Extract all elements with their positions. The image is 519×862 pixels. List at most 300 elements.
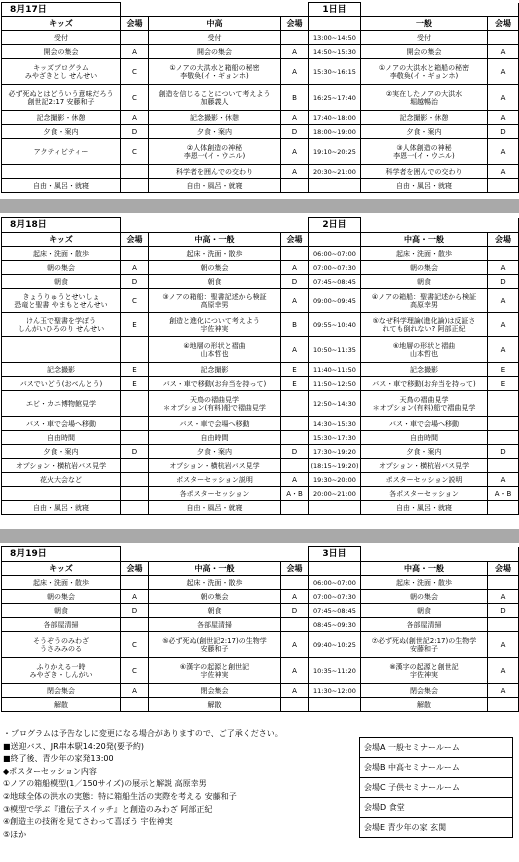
column-header (309, 233, 361, 247)
kids-cell: アクティビティー (2, 139, 121, 165)
time-cell: 09:00~09:45 (309, 289, 361, 313)
venue-item: 会場A 一般セミナールーム (360, 738, 513, 758)
general-venue-cell (488, 459, 519, 473)
kids-cell: けん玉で聖書を学ぼう しんがいひろのり せんせい (2, 313, 121, 337)
kids-venue-cell: C (121, 658, 149, 684)
middle-cell: ③ノアの箱船：聖書記述から検証 高原幸男 (149, 289, 281, 313)
table-row (2, 576, 519, 590)
note-line: ②地球全体の洪水の実態：特に箱船生活の実際を考える 安藤和子 (3, 791, 237, 801)
time-cell: (18:15~19:20) (309, 459, 361, 473)
table-row (2, 377, 519, 391)
time-cell (309, 698, 361, 712)
general-cell: 受付 (361, 31, 488, 45)
table-row (2, 59, 519, 85)
column-header: 一般 (361, 17, 488, 31)
middle-cell: 朝食 (149, 275, 281, 289)
table-row (2, 391, 519, 417)
general-venue-cell: A (488, 632, 519, 658)
table-row (2, 431, 519, 445)
general-cell: 各ポスターセッション (361, 487, 488, 501)
kids-cell: 起床・洗面・散歩 (2, 247, 121, 261)
general-venue-cell (488, 431, 519, 445)
general-venue-cell: A (488, 261, 519, 275)
general-cell: 自由・風呂・就寝 (361, 179, 488, 193)
middle-cell: ②人体創造の神秘 李恩一(イ・ウニル) (149, 139, 281, 165)
time-cell: 20:00~21:00 (309, 487, 361, 501)
column-header: 中高・一般 (361, 562, 488, 576)
kids-venue-cell: E (121, 313, 149, 337)
middle-venue-cell: A (281, 337, 309, 363)
column-header: 会場 (121, 233, 149, 247)
general-cell: オプション・横杭岩バス見学 (361, 459, 488, 473)
general-cell: 記念撮影・休憩 (361, 111, 488, 125)
general-cell: ⑥地層の形状と褶曲 山本哲也 (361, 337, 488, 363)
middle-venue-cell (281, 417, 309, 431)
time-cell: 13:00~14:50 (309, 31, 361, 45)
note-line: ③模型で学ぶ『遺伝子スイッチ』と創造のみわざ 阿部正紀 (3, 804, 213, 814)
kids-cell: 夕食・案内 (2, 125, 121, 139)
kids-venue-cell (121, 473, 149, 487)
venue-legend (359, 737, 513, 838)
middle-venue-cell: A (281, 658, 309, 684)
note-line: ■終了後、青少年の家発13:00 (3, 754, 114, 764)
kids-venue-cell (121, 391, 149, 417)
column-header: 中高・一般 (149, 562, 281, 576)
kids-cell (2, 337, 121, 363)
general-cell: 記念撮影 (361, 363, 488, 377)
table-row (2, 445, 519, 459)
table-row (2, 698, 519, 712)
kids-cell (2, 487, 121, 501)
table-row (2, 473, 519, 487)
middle-venue-cell: A (281, 139, 309, 165)
kids-venue-cell: C (121, 85, 149, 111)
general-cell: 自由時間 (361, 431, 488, 445)
middle-venue-cell: A (281, 165, 309, 179)
table-row (2, 125, 519, 139)
general-venue-cell (488, 391, 519, 417)
time-cell (309, 179, 361, 193)
general-cell: 天鳥の褶曲見学 ＊オプション(有料)船で褶曲見学 (361, 391, 488, 417)
general-cell: ②実在したノアの大洪水 堀越暢治 (361, 85, 488, 111)
kids-venue-cell (121, 459, 149, 473)
table-row (2, 632, 519, 658)
day1-day-label: 1日目 (309, 3, 361, 17)
kids-cell: 自由時間 (2, 431, 121, 445)
middle-cell: 各部屋清掃 (149, 618, 281, 632)
table-row (2, 337, 519, 363)
kids-venue-cell (121, 431, 149, 445)
column-header (309, 17, 361, 31)
general-venue-cell (488, 31, 519, 45)
middle-cell: 科学者を囲んでの交わり (149, 165, 281, 179)
header-row (2, 562, 519, 576)
table-row (2, 247, 519, 261)
column-header: 会場 (281, 17, 309, 31)
general-venue-cell: A (488, 684, 519, 698)
kids-venue-cell: A (121, 590, 149, 604)
table-row (2, 165, 519, 179)
middle-cell: 朝の集会 (149, 261, 281, 275)
middle-venue-cell: E (281, 363, 309, 377)
kids-cell: エビ・カニ博物館見学 (2, 391, 121, 417)
column-header: 会場 (488, 562, 519, 576)
kids-cell: ふりかえる一時 みやざき・しんがい (2, 658, 121, 684)
general-cell: ⑧漢字の起源と創世記 宇佐神実 (361, 658, 488, 684)
kids-venue-cell: A (121, 111, 149, 125)
day3-day-label: 3日目 (309, 547, 361, 562)
note-line: ④創造主の技術を見てさわって喜ぼう 宇佐神実 (3, 817, 173, 827)
kids-venue-cell (121, 618, 149, 632)
kids-cell: 花火大会など (2, 473, 121, 487)
general-cell: 解散 (361, 698, 488, 712)
time-cell: 07:00~07:30 (309, 590, 361, 604)
middle-venue-cell: A (281, 59, 309, 85)
time-cell: 07:00~07:30 (309, 261, 361, 275)
kids-venue-cell (121, 337, 149, 363)
kids-cell: 受付 (2, 31, 121, 45)
column-header (309, 562, 361, 576)
section-divider (0, 199, 519, 213)
kids-venue-cell (121, 247, 149, 261)
day2-schedule-table (1, 217, 519, 515)
middle-venue-cell: D (281, 604, 309, 618)
table-row (2, 139, 519, 165)
middle-venue-cell: A (281, 261, 309, 275)
kids-cell: そうぞうのみわざ うさみみのる (2, 632, 121, 658)
general-cell: バス・車で会場へ移動 (361, 417, 488, 431)
general-cell: ④ノアの箱船：聖書記述から検証 高原幸男 (361, 289, 488, 313)
general-cell: ポスターセッション説明 (361, 473, 488, 487)
time-cell: 20:30~21:00 (309, 165, 361, 179)
time-cell: 17:30~19:20 (309, 445, 361, 459)
middle-cell: ①ノアの大洪水と箱船の秘密 李敬奐(イ・ギョンホ) (149, 59, 281, 85)
day2-date: 8月18日 (2, 218, 121, 233)
time-cell (309, 501, 361, 515)
general-venue-cell (488, 698, 519, 712)
day2-day-label: 2日目 (309, 218, 361, 233)
middle-cell: 朝の集会 (149, 590, 281, 604)
middle-venue-cell (281, 179, 309, 193)
kids-cell: 必ず死ぬとはどういう意味だろう 創世記2:17 安藤和子 (2, 85, 121, 111)
venue-item: 会場B 中高セミナールーム (360, 758, 513, 778)
middle-cell: ポスターセッション説明 (149, 473, 281, 487)
general-cell: ⑦必ず死ぬ(創世記2:17)の生物学 安藤和子 (361, 632, 488, 658)
middle-venue-cell: B (281, 85, 309, 111)
middle-venue-cell: A (281, 590, 309, 604)
kids-venue-cell (121, 501, 149, 515)
kids-cell: 起床・洗面・散歩 (2, 576, 121, 590)
kids-venue-cell: E (121, 363, 149, 377)
column-header: キッズ (2, 17, 121, 31)
general-venue-cell: A・B (488, 487, 519, 501)
note-line: ⑤ほか (3, 829, 27, 839)
kids-venue-cell: D (121, 445, 149, 459)
general-venue-cell: E (488, 377, 519, 391)
middle-venue-cell (281, 501, 309, 515)
middle-cell: 創造を信じることについて考えよう 加藤義人 (149, 85, 281, 111)
time-cell: 19:10~20:25 (309, 139, 361, 165)
kids-venue-cell: A (121, 261, 149, 275)
kids-venue-cell: C (121, 59, 149, 85)
time-cell: 09:55~10:40 (309, 313, 361, 337)
table-row (2, 31, 519, 45)
kids-venue-cell: D (121, 604, 149, 618)
kids-cell: 記念撮影・休憩 (2, 111, 121, 125)
kids-cell: 各部屋清掃 (2, 618, 121, 632)
middle-cell: ⑥漢字の起源と創世記 宇佐神実 (149, 658, 281, 684)
general-cell: 起床・洗面・散歩 (361, 576, 488, 590)
time-cell: 08:45~09:30 (309, 618, 361, 632)
middle-cell: ⑤必ず死ぬ(創世記2:17)の生物学 安藤和子 (149, 632, 281, 658)
table-row (2, 313, 519, 337)
kids-cell: 開会の集会 (2, 45, 121, 59)
middle-venue-cell: A (281, 473, 309, 487)
middle-venue-cell (281, 618, 309, 632)
time-cell: 07:45~08:45 (309, 275, 361, 289)
middle-cell: 記念撮影 (149, 363, 281, 377)
general-venue-cell: D (488, 275, 519, 289)
general-cell: 起床・洗面・散歩 (361, 247, 488, 261)
time-cell: 16:25~17:40 (309, 85, 361, 111)
middle-venue-cell (281, 391, 309, 417)
middle-venue-cell: E (281, 377, 309, 391)
middle-cell: 自由・風呂・就寝 (149, 501, 281, 515)
general-cell: 朝の集会 (361, 261, 488, 275)
middle-cell: 夕食・案内 (149, 445, 281, 459)
middle-venue-cell: D (281, 275, 309, 289)
middle-venue-cell (281, 431, 309, 445)
kids-cell: 朝食 (2, 604, 121, 618)
column-header: 会場 (121, 562, 149, 576)
middle-venue-cell: A (281, 684, 309, 698)
general-venue-cell (488, 179, 519, 193)
header-row (2, 233, 519, 247)
middle-venue-cell (281, 698, 309, 712)
general-cell: 夕食・案内 (361, 445, 488, 459)
table-row (2, 459, 519, 473)
column-header: キッズ (2, 233, 121, 247)
kids-venue-cell (121, 487, 149, 501)
kids-cell: キッズプログラム みやざきとし せんせい (2, 59, 121, 85)
table-row (2, 487, 519, 501)
kids-venue-cell (121, 576, 149, 590)
general-venue-cell: A (488, 289, 519, 313)
general-venue-cell: A (488, 658, 519, 684)
notes-block (3, 728, 353, 841)
kids-venue-cell: A (121, 45, 149, 59)
table-row (2, 618, 519, 632)
middle-venue-cell: A (281, 632, 309, 658)
general-venue-cell: A (488, 85, 519, 111)
kids-venue-cell (121, 165, 149, 179)
venue-item: 会場E 青少年の家 玄関 (360, 818, 513, 838)
middle-venue-cell (281, 459, 309, 473)
time-cell: 18:00~19:00 (309, 125, 361, 139)
middle-venue-cell: A・B (281, 487, 309, 501)
table-row (2, 684, 519, 698)
time-cell: 12:50~14:30 (309, 391, 361, 417)
header-row (2, 17, 519, 31)
middle-cell: 創造と進化について考えよう 宇佐神実 (149, 313, 281, 337)
middle-cell: 夕食・案内 (149, 125, 281, 139)
middle-cell: ④地層の形状と褶曲 山本哲也 (149, 337, 281, 363)
middle-venue-cell (281, 247, 309, 261)
day3-date: 8月19日 (2, 547, 121, 562)
table-row (2, 417, 519, 431)
general-venue-cell: D (488, 125, 519, 139)
general-venue-cell (488, 576, 519, 590)
time-cell: 11:50~12:50 (309, 377, 361, 391)
kids-cell: 解散 (2, 698, 121, 712)
section-divider (0, 529, 519, 543)
middle-cell: 開会の集会 (149, 45, 281, 59)
kids-cell: 自由・風呂・就寝 (2, 501, 121, 515)
kids-cell: きょうりゅうとせいしょ 恐竜と聖書 やまもとせんせい (2, 289, 121, 313)
general-venue-cell: D (488, 445, 519, 459)
general-venue-cell: A (488, 337, 519, 363)
column-header: 中高 (149, 17, 281, 31)
general-cell: 夕食・案内 (361, 125, 488, 139)
middle-cell: 朝食 (149, 604, 281, 618)
time-cell: 14:30~15:30 (309, 417, 361, 431)
general-cell: ①ノアの大洪水と箱船の秘密 李敬奐(イ・ギョンホ) (361, 59, 488, 85)
day1-date: 8月17日 (2, 3, 121, 17)
middle-venue-cell: D (281, 125, 309, 139)
middle-venue-cell: A (281, 289, 309, 313)
column-header: キッズ (2, 562, 121, 576)
column-header: 中高・一般 (149, 233, 281, 247)
general-venue-cell: A (488, 59, 519, 85)
middle-cell: 解散 (149, 698, 281, 712)
table-row (2, 85, 519, 111)
general-venue-cell: A (488, 111, 519, 125)
general-cell: 閉会集会 (361, 684, 488, 698)
general-cell: 朝の集会 (361, 590, 488, 604)
general-venue-cell: A (488, 313, 519, 337)
kids-cell: 自由・風呂・就寝 (2, 179, 121, 193)
kids-cell: 夕食・案内 (2, 445, 121, 459)
kids-cell: 閉会集会 (2, 684, 121, 698)
general-venue-cell: A (488, 139, 519, 165)
general-cell: 朝食 (361, 275, 488, 289)
column-header: 会場 (281, 562, 309, 576)
table-row (2, 501, 519, 515)
middle-venue-cell: A (281, 45, 309, 59)
time-cell: 11:30~12:00 (309, 684, 361, 698)
middle-cell: 記念撮影・休憩 (149, 111, 281, 125)
table-row (2, 261, 519, 275)
general-cell: 各部屋清掃 (361, 618, 488, 632)
kids-venue-cell: C (121, 632, 149, 658)
general-venue-cell: D (488, 604, 519, 618)
general-cell: ③人体創造の神秘 李恩一(イ・ウニル) (361, 139, 488, 165)
note-line: ◆ポスターセッション内容 (3, 766, 97, 776)
middle-cell: 起床・洗面・散歩 (149, 576, 281, 590)
kids-venue-cell: E (121, 377, 149, 391)
middle-cell: 自由・風呂・就寝 (149, 179, 281, 193)
time-cell: 11:40~11:50 (309, 363, 361, 377)
time-cell: 07:45~08:45 (309, 604, 361, 618)
note-line: ・プログラムは予告なしに変更になる場合がありますので、ご了承ください。 (3, 729, 283, 738)
table-row (2, 179, 519, 193)
middle-cell: 起床・洗面・散歩 (149, 247, 281, 261)
middle-cell: 閉会集会 (149, 684, 281, 698)
general-venue-cell: A (488, 590, 519, 604)
general-venue-cell (488, 247, 519, 261)
kids-venue-cell (121, 417, 149, 431)
general-venue-cell: A (488, 45, 519, 59)
time-cell: 15:30~16:15 (309, 59, 361, 85)
kids-cell: オプション・横杭岩バス見学 (2, 459, 121, 473)
general-venue-cell: A (488, 165, 519, 179)
kids-venue-cell: A (121, 684, 149, 698)
general-venue-cell (488, 618, 519, 632)
note-line: ①ノアの箱船模型(1／150サイズ)の展示と解説 高原幸男 (3, 779, 207, 789)
day1-schedule-table (1, 2, 519, 193)
table-row (2, 111, 519, 125)
middle-cell: 各ポスターセッション (149, 487, 281, 501)
venue-item: 会場C 子供セミナールーム (360, 778, 513, 798)
kids-venue-cell (121, 31, 149, 45)
time-cell: 10:50~11:35 (309, 337, 361, 363)
kids-venue-cell: C (121, 139, 149, 165)
table-row (2, 363, 519, 377)
general-venue-cell (488, 417, 519, 431)
time-cell: 06:00~07:00 (309, 247, 361, 261)
column-header: 会場 (488, 233, 519, 247)
table-row (2, 590, 519, 604)
time-cell: 10:35~11:20 (309, 658, 361, 684)
kids-venue-cell (121, 179, 149, 193)
middle-cell: 受付 (149, 31, 281, 45)
column-header: 会場 (121, 17, 149, 31)
middle-venue-cell: D (281, 445, 309, 459)
column-header: 会場 (281, 233, 309, 247)
table-row (2, 604, 519, 618)
general-cell: バス・車で移動(お弁当を持って) (361, 377, 488, 391)
middle-cell: バス・車で会場へ移動 (149, 417, 281, 431)
table-row (2, 658, 519, 684)
middle-cell: 天鳥の褶曲見学 ＊オプション(有料)船で褶曲見学 (149, 391, 281, 417)
time-cell: 17:40~18:00 (309, 111, 361, 125)
general-cell: 科学者を囲んでの交わり (361, 165, 488, 179)
column-header: 中高・一般 (361, 233, 488, 247)
time-cell: 14:50~15:30 (309, 45, 361, 59)
middle-cell: オプション・横杭岩バス見学 (149, 459, 281, 473)
middle-cell: バス・車で移動(お弁当を持って) (149, 377, 281, 391)
time-cell: 19:30~20:00 (309, 473, 361, 487)
general-venue-cell (488, 501, 519, 515)
kids-cell: バス・車で会場へ移動 (2, 417, 121, 431)
general-cell: 開会の集会 (361, 45, 488, 59)
middle-venue-cell: B (281, 313, 309, 337)
time-cell: 15:30~17:30 (309, 431, 361, 445)
time-cell: 09:40~10:25 (309, 632, 361, 658)
general-venue-cell: A (488, 473, 519, 487)
middle-venue-cell: A (281, 111, 309, 125)
table-row (2, 289, 519, 313)
kids-cell: 朝の集会 (2, 261, 121, 275)
day3-schedule-table (1, 546, 519, 712)
table-row (2, 275, 519, 289)
time-cell: 06:00~07:00 (309, 576, 361, 590)
table-row (2, 45, 519, 59)
kids-venue-cell (121, 698, 149, 712)
general-cell: 朝食 (361, 604, 488, 618)
middle-cell: 自由時間 (149, 431, 281, 445)
kids-venue-cell: C (121, 289, 149, 313)
